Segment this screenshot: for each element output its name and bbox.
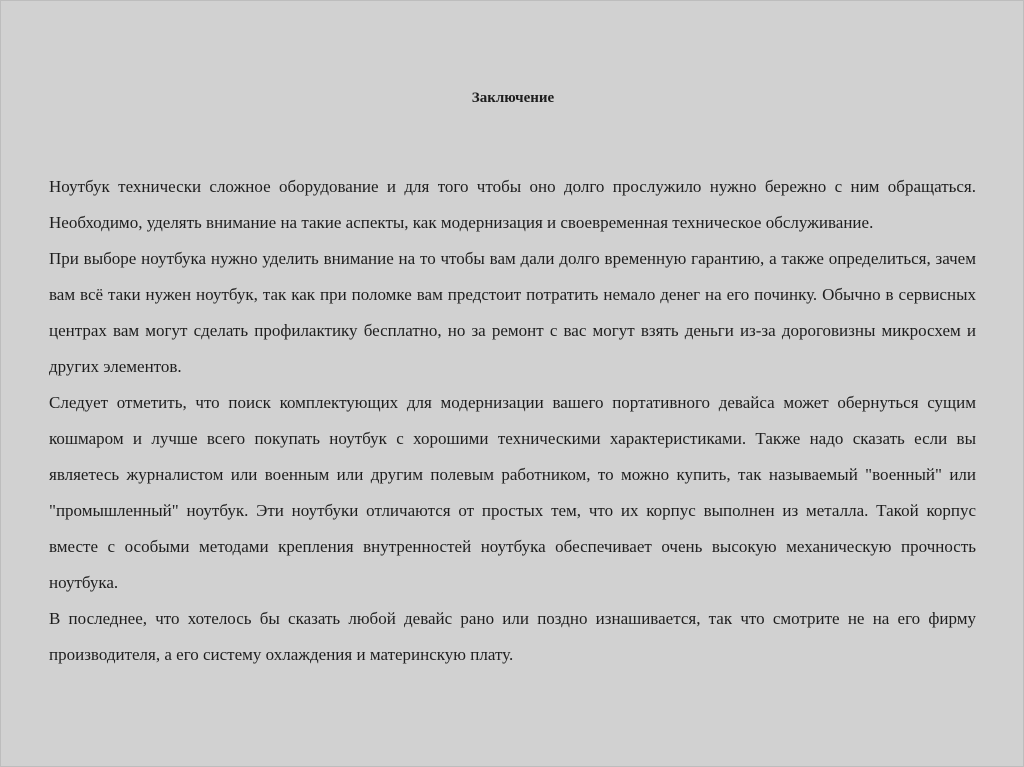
paragraph-4: В последнее, что хотелось бы сказать любой девайс рано или поздно изнашивается, так что смотрите не на его фирму производителя, а его систему охлаждения и материнскую плату. xyxy=(49,609,976,664)
paragraph-2: При выборе ноутбука нужно уделить внимание на то чтобы вам дали долго временную гарантию, а также определиться, зачем вам всё таки нужен ноутбук, так как при поломке вам предстоит потратить немало денег на его починку. Обычно в сервисных центрах вам могут сделать профилактику бесплатно, но за ремонт с вас могут взять деньги из-за дороговизны микросхем и других элементов. xyxy=(49,249,976,376)
document-body xyxy=(49,169,976,673)
page-title: Заключение xyxy=(471,90,555,106)
paragraph-1: Ноутбук технически сложное оборудование и для того чтобы оно долго прослужило нужно бережно с ним обращаться. Необходимо, уделять внимание на такие аспекты, как модернизация и своевременная техническое обслуживание. xyxy=(49,177,976,232)
paragraph-3: Следует отметить, что поиск комплектующих для модернизации вашего портативного девайса может обернуться сущим кошмаром и лучше всего покупать ноутбук с хорошими техническими характеристиками. Также надо сказать если вы являетесь журналистом или военным или другим полевым работником, то можно купить, так называемый "военный" или "промышленный" ноутбук. Эти ноутбуки отличаются от простых тем, что их корпус выполнен из металла. Такой корпус вместе с особыми методами крепления внутренностей ноутбука обеспечивает очень высокую механическую прочность ноутбука. xyxy=(49,393,976,592)
